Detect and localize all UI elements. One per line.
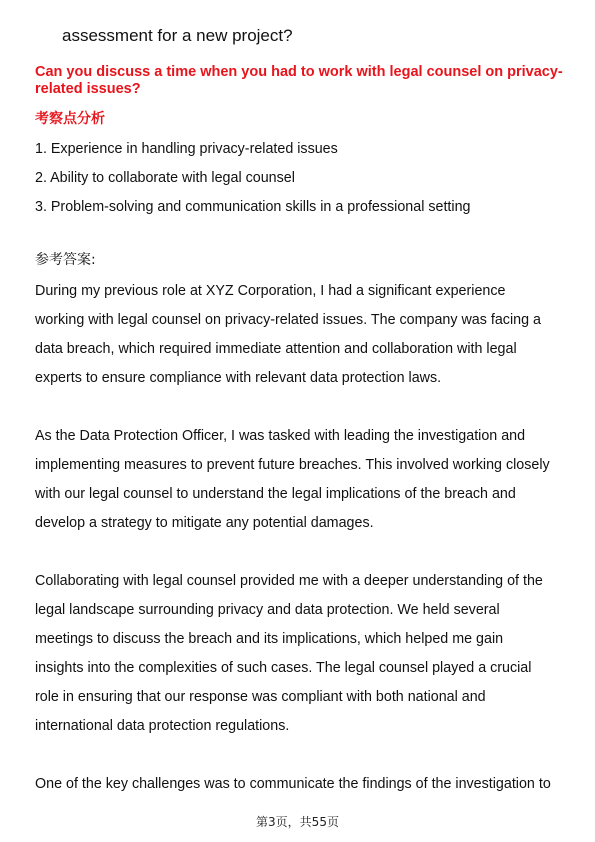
answer-line: with our legal counsel to understand the legal implications of the breach and	[35, 486, 516, 502]
answer-line: insights into the complexities of such cases. The legal counsel played a crucial	[35, 660, 532, 676]
question-line-2: related issues?	[35, 81, 141, 97]
answer-line: international data protection regulations.	[35, 718, 290, 734]
analysis-point: 1. Experience in handling privacy-related issues	[35, 141, 338, 157]
analysis-point: 3. Problem-solving and communication skills in a professional setting	[35, 199, 471, 215]
answer-line: role in ensuring that our response was compliant with both national and	[35, 689, 486, 705]
answer-line: legal landscape surrounding privacy and data protection. We held several	[35, 602, 500, 618]
answer-line: One of the key challenges was to communicate the findings of the investigation to	[35, 776, 551, 792]
answer-line: As the Data Protection Officer, I was tasked with leading the investigation and	[35, 428, 526, 444]
question-heading	[35, 64, 575, 98]
page-number-footer: 第3页，共55页	[256, 815, 339, 829]
answer-line: meetings to discuss the breach and its implications, which helped me gain	[35, 631, 504, 647]
analysis-point: 2. Ability to collaborate with legal counsel	[35, 170, 295, 186]
analysis-points-list	[35, 135, 470, 222]
answer-title: 参考答案:	[35, 252, 96, 268]
answer-paragraph	[35, 422, 565, 538]
question-line-1: Can you discuss a time when you had to work with legal counsel on privacy-	[35, 64, 563, 80]
answer-line: Collaborating with legal counsel provided me with a deeper understanding of the	[35, 573, 543, 589]
answer-paragraph	[35, 567, 565, 741]
continuation-text: assessment for a new project?	[62, 26, 293, 45]
answer-line: During my previous role at XYZ Corporation, I had a significant experience	[35, 283, 506, 299]
answer-line: develop a strategy to mitigate any potential damages.	[35, 515, 374, 531]
answer-paragraph	[35, 770, 565, 799]
answer-body	[35, 277, 565, 828]
analysis-title: 考察点分析	[35, 111, 105, 127]
answer-line: working with legal counsel on privacy-related issues. The company was facing a	[35, 312, 541, 328]
answer-paragraph	[35, 277, 565, 393]
answer-line: implementing measures to prevent future breaches. This involved working closely	[35, 457, 550, 473]
answer-line: experts to ensure compliance with relevant data protection laws.	[35, 370, 442, 386]
answer-line: data breach, which required immediate attention and collaboration with legal	[35, 341, 517, 357]
